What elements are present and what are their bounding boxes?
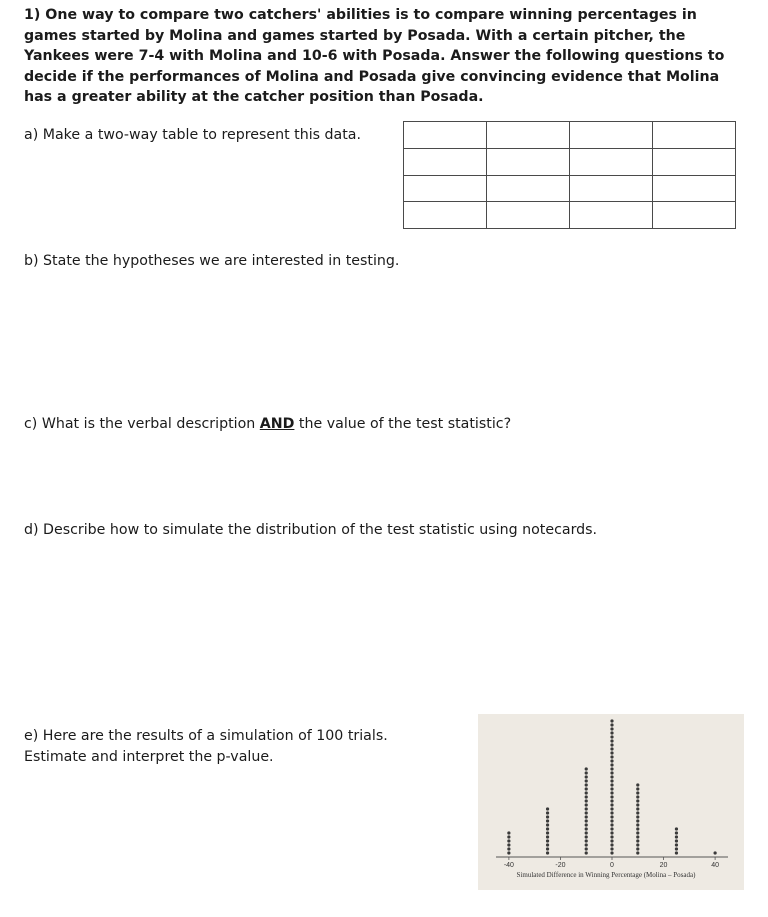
data-dot [636,803,639,806]
data-dot [585,815,588,818]
data-dot [585,779,588,782]
data-dot [610,835,613,838]
data-dot [585,771,588,774]
data-dot [636,827,639,830]
data-dot [585,847,588,850]
table-cell [570,122,653,149]
data-dot [546,823,549,826]
data-dot [585,843,588,846]
data-dot [585,811,588,814]
data-dot [636,843,639,846]
data-dot [610,735,613,738]
table-row [404,122,736,149]
data-dot [507,843,510,846]
table-cell [570,202,653,229]
data-dot [610,747,613,750]
question-c-text: c) What is the verbal description [24,416,260,432]
data-dot [636,847,639,850]
data-dot [546,851,549,854]
question-e: e) Here are the results of a simulation of 100 trials. Estimate and interpret the p-value. [24,728,388,765]
data-dot [610,807,613,810]
data-dot [610,839,613,842]
data-dot [610,803,613,806]
data-dot [585,827,588,830]
data-dot [546,831,549,834]
data-dot [636,835,639,838]
data-dot [610,759,613,762]
data-dot [636,783,639,786]
table-cell [487,202,570,229]
data-dot [585,783,588,786]
data-dot [507,839,510,842]
question-c-text-end: the value of the test statistic? [294,416,512,432]
data-dot [507,851,510,854]
data-dot [636,795,639,798]
data-dot [610,799,613,802]
question-a: a) Make a two-way table to represent this data. [24,127,362,143]
x-tick-label: -40 [503,862,514,869]
data-dot [675,827,678,830]
x-tick-label: 40 [711,862,720,869]
data-dot [610,723,613,726]
data-dot [610,819,613,822]
table-cell [487,122,570,149]
table-row [404,175,736,202]
question-d: d) Describe how to simulate the distribution of the test statistic using notecards. [24,522,598,538]
table-row [404,202,736,229]
data-dot [636,815,639,818]
data-dot [585,799,588,802]
data-dot [546,839,549,842]
question-c [24,414,511,435]
data-dot [610,739,613,742]
data-dot [585,839,588,842]
table-cell [404,122,487,149]
data-dot [585,787,588,790]
data-dot [610,751,613,754]
x-tick-label: -20 [555,862,566,869]
data-dot [675,835,678,838]
data-dot [610,795,613,798]
data-dot [546,811,549,814]
data-dot [636,807,639,810]
data-dot [610,791,613,794]
data-dot [507,831,510,834]
table-row [404,148,736,175]
data-dot [636,851,639,854]
data-dot [675,851,678,854]
data-dot [507,835,510,838]
table-cell [570,148,653,175]
data-dot [610,731,613,734]
data-dot [610,779,613,782]
data-dot [585,835,588,838]
data-dot [610,815,613,818]
data-dot [610,851,613,854]
data-dot [610,787,613,790]
data-dot [585,767,588,770]
data-dot [636,811,639,814]
data-dot [585,775,588,778]
table-cell [487,148,570,175]
table-cell [653,148,736,175]
data-dot [610,755,613,758]
data-dot [636,823,639,826]
two-way-table-grid [403,121,736,229]
simulation-dotplot [478,714,744,890]
data-dot [546,835,549,838]
data-dot [636,791,639,794]
data-dot [610,743,613,746]
data-dot [610,767,613,770]
data-dot [636,787,639,790]
problem-statement: 1) One way to compare two catchers' abilities is to compare winning percentages in games started by Molina and games started by Posada. With a certain pitcher, the Yankees were 7-4 with Molina and 10-6 with Posada. Answer the following questions to decide if the performances of Molina and Posada give convincing evidence that Molina has a greater ability at the catcher position than Posada. [24,7,725,105]
data-dot [675,839,678,842]
table-cell [404,175,487,202]
x-axis-label: Simulated Difference in Winning Percentage (Molina – Posada) [516,871,696,879]
data-dot [585,803,588,806]
data-dot [585,795,588,798]
data-dot [610,831,613,834]
data-dot [546,843,549,846]
table-cell [570,175,653,202]
table-cell [404,148,487,175]
x-tick-label: 0 [610,862,614,869]
data-dot [675,831,678,834]
data-dot [610,843,613,846]
data-dot [610,811,613,814]
table-cell [404,202,487,229]
data-dot [610,719,613,722]
data-dot [585,831,588,834]
data-dot [585,851,588,854]
data-dot [636,819,639,822]
data-dot [610,783,613,786]
data-dot [636,831,639,834]
data-dot [610,827,613,830]
data-dot [546,847,549,850]
data-dot [585,807,588,810]
table-cell [487,175,570,202]
question-b: b) State the hypotheses we are interested in testing. [24,253,400,269]
data-dot [546,827,549,830]
data-dot [610,823,613,826]
table-cell [653,175,736,202]
data-dot [636,839,639,842]
x-tick-label: 20 [659,862,668,869]
question-c-emphasis: AND [259,416,295,432]
data-dot [507,847,510,850]
data-dot [610,771,613,774]
data-dot [636,799,639,802]
data-dot [610,763,613,766]
data-dot [585,791,588,794]
data-dot [610,847,613,850]
data-dot [546,819,549,822]
table-cell [653,202,736,229]
data-dot [546,815,549,818]
dotplot-svg [478,714,744,890]
data-dot [546,807,549,810]
data-dot [610,775,613,778]
data-dot [675,847,678,850]
data-dot [675,843,678,846]
data-dot [585,823,588,826]
data-dot [610,727,613,730]
table-cell [653,122,736,149]
data-dot [714,851,717,854]
data-dot [585,819,588,822]
